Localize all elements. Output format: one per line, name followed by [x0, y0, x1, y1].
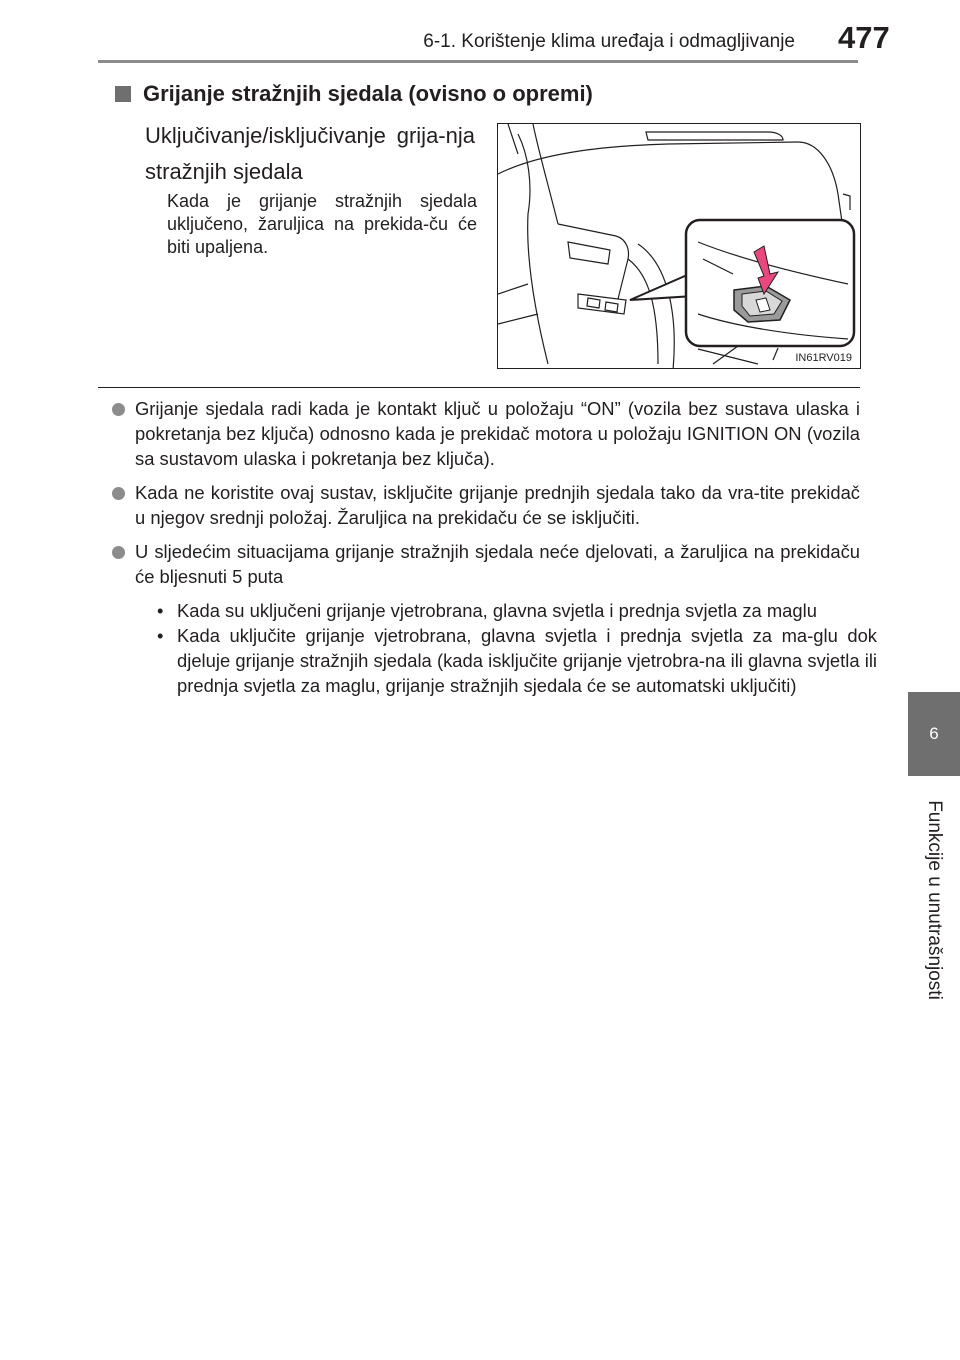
- round-bullet-icon: [112, 546, 125, 559]
- note-item: [110, 396, 860, 471]
- note-text: Kada ne koristite ovaj sustav, isključite grijanje prednjih sjedala tako da vra-tite prekidač u njegov srednji položaj. Žaruljica na prekidaču će se isključiti.: [135, 482, 860, 528]
- rear-seat-heater-illustration: [497, 123, 861, 369]
- figure-code: IN61RV019: [795, 352, 852, 364]
- square-bullet-icon: [115, 86, 131, 102]
- chapter-number: 6: [929, 724, 939, 743]
- note-item: [110, 539, 877, 698]
- note-text: U sljedećim situacijama grijanje stražnjih sjedala neće djelovati, a žaruljica na prekidaču će bljesnuti 5 puta: [135, 541, 860, 587]
- note-item: [110, 480, 860, 530]
- chapter-label: Funkcije u unutrašnjosti: [924, 800, 945, 1000]
- note-text: Grijanje sjedala radi kada je kontakt ključ u položaju “ON” (vozila bez sustava ulaska i pokretanja bez ključa) odnosno kada je prekidač motora u položaju IGNITION ON (vozila sa sustavom ulaska i pokretanja bez ključa).: [135, 398, 860, 469]
- sub-list: [135, 598, 877, 698]
- content-divider: [98, 387, 860, 388]
- chapter-tab: [908, 692, 960, 776]
- header-title: 6-1. Korištenje klima uređaja i odmagljivanje: [423, 31, 795, 52]
- sub-list-item: • Kada su uključeni grijanje vjetrobrana, glavna svjetla i prednja svjetla za maglu: [155, 598, 877, 623]
- sub-list-item: • Kada uključite grijanje vjetrobrana, glavna svjetla i prednja svjetla za ma-glu dok djeluje grijanje stražnjih sjedala (kada isključite grijanje vjetrobra-na ili glavna svjetla ili prednja svjetla za maglu, grijanje stražnjih sjedala će se automatski uključiti): [155, 623, 877, 698]
- subheading: Uključivanje/isključivanje grija-nja stražnjih sjedala: [145, 123, 475, 184]
- description: Kada je grijanje stražnjih sjedala uključeno, žaruljica na prekida-ču će biti upaljena.: [167, 191, 477, 257]
- section-heading: [115, 80, 593, 108]
- notes-list: [110, 396, 877, 707]
- page-number: 477: [838, 20, 890, 55]
- section-heading-text: Grijanje stražnjih sjedala (ovisno o opremi): [143, 81, 593, 106]
- illustration-drawing: [498, 124, 861, 369]
- round-bullet-icon: [112, 487, 125, 500]
- round-bullet-icon: [112, 403, 125, 416]
- header-divider: [98, 60, 858, 63]
